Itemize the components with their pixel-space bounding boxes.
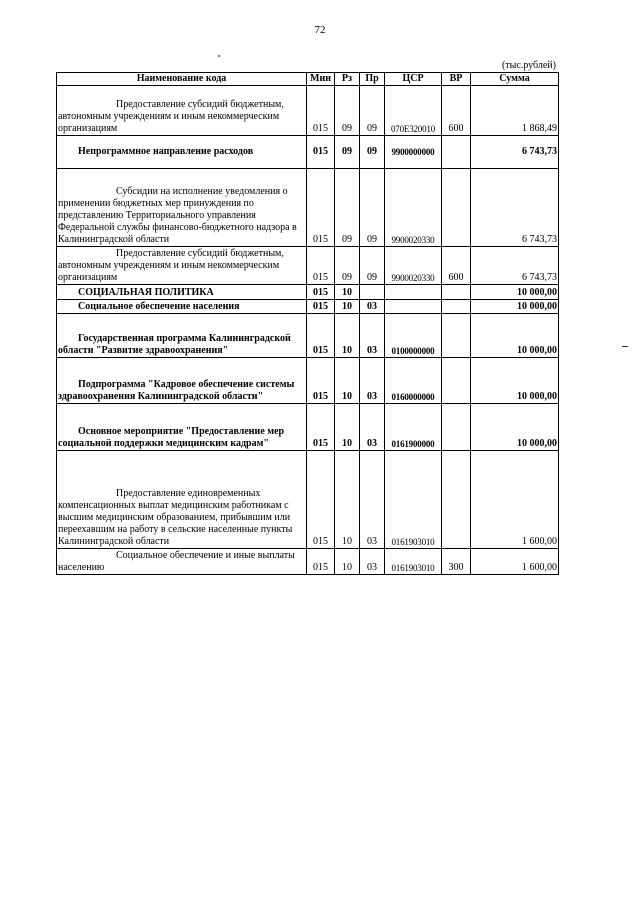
table-row <box>57 549 559 575</box>
row-min: 015 <box>307 169 335 247</box>
table-row <box>57 358 559 404</box>
row-name: Предоставление субсидий бюджетным, автономным учреждениям и иным некоммерческим организациям <box>57 247 307 285</box>
row-rz: 10 <box>335 451 360 549</box>
row-min: 015 <box>307 314 335 358</box>
row-csr: 0100000000 <box>385 314 442 358</box>
row-rz: 09 <box>335 136 360 169</box>
row-csr <box>385 285 442 300</box>
table-row <box>57 247 559 285</box>
row-min: 015 <box>307 247 335 285</box>
budget-table <box>56 72 559 575</box>
row-pr: 09 <box>360 136 385 169</box>
row-pr: 03 <box>360 549 385 575</box>
row-rz: 10 <box>335 285 360 300</box>
row-csr: 9900020330 <box>385 247 442 285</box>
table-row <box>57 169 559 247</box>
header-csr: ЦСР <box>385 73 442 86</box>
row-vr <box>442 358 471 404</box>
unit-note: (тыс.рублей) <box>501 60 556 71</box>
row-name: Подпрограмма "Кадровое обеспечение системы здравоохранения Калининградской области" <box>57 358 307 404</box>
row-sum: 6 743,73 <box>471 169 559 247</box>
row-rz: 10 <box>335 314 360 358</box>
row-min: 015 <box>307 285 335 300</box>
row-min: 015 <box>307 451 335 549</box>
row-min: 015 <box>307 300 335 314</box>
row-pr: 03 <box>360 404 385 451</box>
row-name: Основное мероприятие "Предоставление мер социальной поддержки медицинским кадрам" <box>57 404 307 451</box>
row-rz: 09 <box>335 169 360 247</box>
row-name: Предоставление единовременных компенсационных выплат медицинским работникам с высшим медицинским образованием, прибывшим или переехавшим на работу в сельские населенные пункты Калининградской области <box>57 451 307 549</box>
row-rz: 10 <box>335 358 360 404</box>
row-vr <box>442 136 471 169</box>
row-pr: 09 <box>360 86 385 136</box>
table-row <box>57 300 559 314</box>
row-pr: 09 <box>360 169 385 247</box>
row-pr <box>360 285 385 300</box>
row-sum: 10 000,00 <box>471 404 559 451</box>
row-rz: 09 <box>335 247 360 285</box>
row-name: Государственная программа Калининградской области "Развитие здравоохранения" <box>57 314 307 358</box>
row-csr: 0161903010 <box>385 451 442 549</box>
row-sum: 1 868,49 <box>471 86 559 136</box>
row-name: Непрограммное направление расходов <box>57 136 307 169</box>
row-sum: 10 000,00 <box>471 300 559 314</box>
row-name: Предоставление субсидий бюджетным, автономным учреждениям и иным некоммерческим организациям <box>57 86 307 136</box>
row-pr: 03 <box>360 314 385 358</box>
header-row <box>57 73 559 86</box>
row-rz: 10 <box>335 300 360 314</box>
row-rz: 09 <box>335 86 360 136</box>
row-vr: 600 <box>442 86 471 136</box>
row-pr: 03 <box>360 451 385 549</box>
row-vr <box>442 314 471 358</box>
row-pr: 03 <box>360 300 385 314</box>
table-row <box>57 285 559 300</box>
row-min: 015 <box>307 86 335 136</box>
row-min: 015 <box>307 358 335 404</box>
row-sum: 10 000,00 <box>471 314 559 358</box>
row-sum: 10 000,00 <box>471 358 559 404</box>
margin-mark <box>622 346 628 347</box>
row-csr: 9900000000 <box>385 136 442 169</box>
row-sum: 10 000,00 <box>471 285 559 300</box>
scan-speck <box>218 55 220 57</box>
header-sum: Сумма <box>471 73 559 86</box>
row-name: Социальное обеспечение и иные выплаты населению <box>57 549 307 575</box>
row-sum: 6 743,73 <box>471 247 559 285</box>
row-vr <box>442 169 471 247</box>
table-row <box>57 451 559 549</box>
row-sum: 1 600,00 <box>471 549 559 575</box>
header-name: Наименование кода <box>57 73 307 86</box>
row-vr: 600 <box>442 247 471 285</box>
row-csr <box>385 300 442 314</box>
row-csr: 0160000000 <box>385 358 442 404</box>
table-row <box>57 136 559 169</box>
row-sum: 1 600,00 <box>471 451 559 549</box>
row-csr: 070E320010 <box>385 86 442 136</box>
row-csr: 0161903010 <box>385 549 442 575</box>
row-pr: 03 <box>360 358 385 404</box>
row-sum: 6 743,73 <box>471 136 559 169</box>
row-min: 015 <box>307 404 335 451</box>
header-pr: Пр <box>360 73 385 86</box>
header-vr: ВР <box>442 73 471 86</box>
row-pr: 09 <box>360 247 385 285</box>
row-csr: 9900020330 <box>385 169 442 247</box>
row-rz: 10 <box>335 549 360 575</box>
row-min: 015 <box>307 136 335 169</box>
table-row <box>57 314 559 358</box>
table-row <box>57 86 559 136</box>
row-rz: 10 <box>335 404 360 451</box>
row-csr: 0161900000 <box>385 404 442 451</box>
header-min: Мин <box>307 73 335 86</box>
row-name: Субсидии на исполнение уведомления о применении бюджетных мер принуждения по представлению Территориального управления Федеральной службы финансово-бюджетного надзора в Калининградской области <box>57 169 307 247</box>
row-vr <box>442 300 471 314</box>
row-vr: 300 <box>442 549 471 575</box>
row-vr <box>442 404 471 451</box>
table-row <box>57 404 559 451</box>
row-vr <box>442 451 471 549</box>
row-name: СОЦИАЛЬНАЯ ПОЛИТИКА <box>57 285 307 300</box>
header-rz: Рз <box>335 73 360 86</box>
row-min: 015 <box>307 549 335 575</box>
page-number: 72 <box>314 24 326 36</box>
row-vr <box>442 285 471 300</box>
row-name: Социальное обеспечение населения <box>57 300 307 314</box>
